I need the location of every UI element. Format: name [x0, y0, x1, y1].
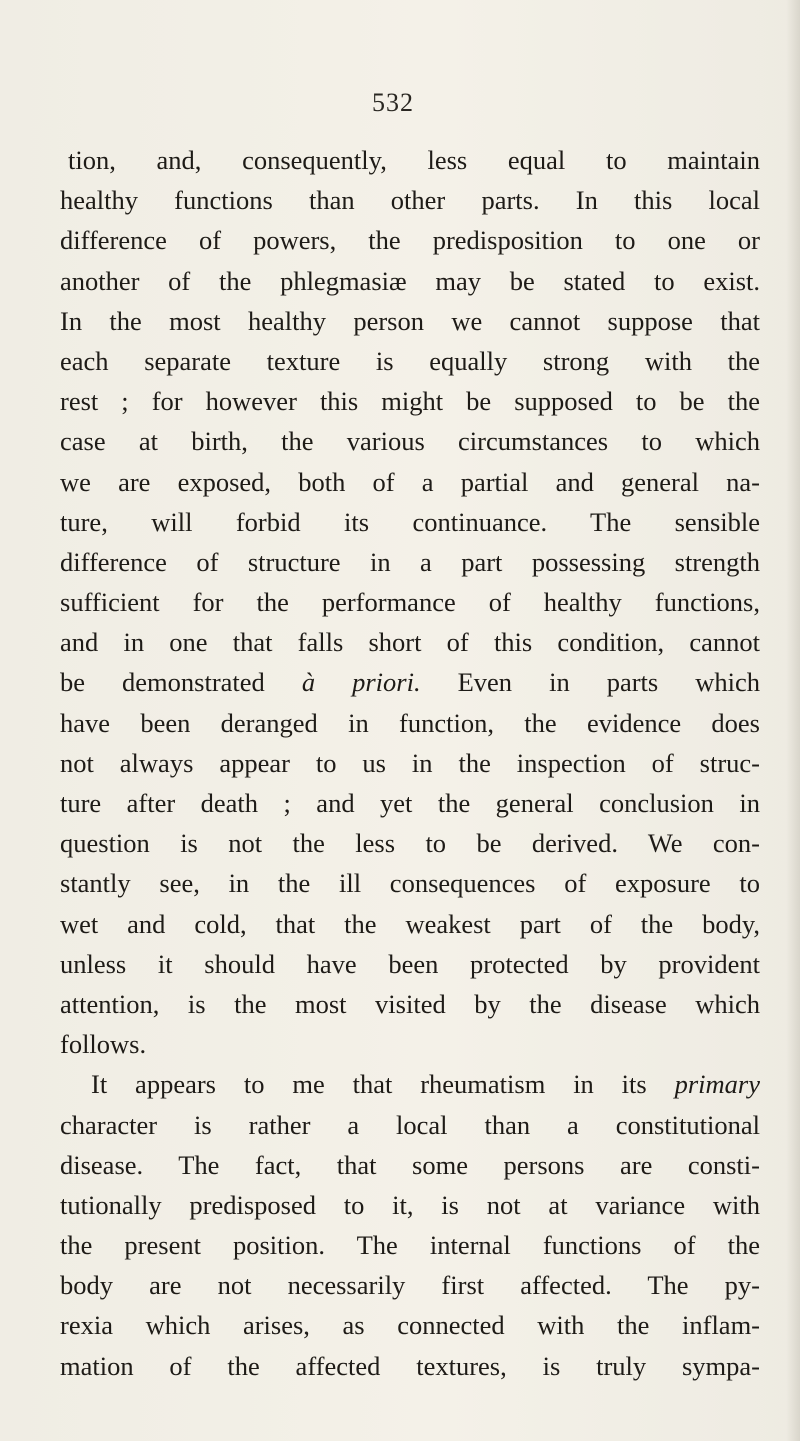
text-line: we are exposed, both of a partial and general na- [60, 466, 760, 497]
text-line: ture after death ; and yet the general conclusion in [60, 788, 760, 818]
page-edge-shadow [786, 0, 800, 1441]
text-line: stantly see, in the ill consequences of exposure to [60, 868, 760, 899]
text-line: follows. [60, 1029, 147, 1060]
text-line: rest ; for however this might be supposed to be the [60, 386, 760, 417]
text-line: question is not the less to be derived. We con- [60, 828, 760, 859]
text-segment: be demonstrated [60, 667, 265, 698]
text-line: rexia which arises, as connected with the inflam- [60, 1310, 760, 1341]
text-segment: Even in parts which [457, 667, 761, 698]
text-line: tutionally predisposed to it, is not at variance with [60, 1189, 760, 1220]
text-line: wet and cold, that the weakest part of the body, [60, 908, 760, 939]
italic-phrase: à priori. [301, 667, 421, 698]
text-line: each separate texture is equally strong with the [60, 345, 760, 376]
text-line: and in one that falls short of this condition, cannot [60, 627, 760, 658]
text-line: not always appear to us in the inspection of struc- [60, 747, 760, 778]
text-line: character is rather a local than a constitutional [60, 1109, 760, 1140]
text-line: mation of the affected textures, is truly sympa- [60, 1350, 760, 1381]
text-line: difference of powers, the predisposition to one or [60, 225, 760, 256]
text-line-mixed [60, 662, 760, 702]
text-line: body are not necessarily first affected. The py- [60, 1270, 760, 1301]
text-line: ture, will forbid its continuance. The sensible [60, 506, 760, 537]
text-line: the present position. The internal functions of the [60, 1230, 760, 1261]
body-text [60, 140, 760, 1386]
text-line: disease. The fact, that some persons are consti- [60, 1149, 760, 1180]
text-line-mixed [60, 1064, 760, 1104]
italic-word: primary [674, 1069, 760, 1100]
text-segment: It appears to me that rheumatism in its [91, 1069, 647, 1100]
text-line: tion, and, consequently, less equal to maintain [68, 145, 760, 175]
text-line: healthy functions than other parts. In this local [60, 185, 760, 216]
text-line: have been deranged in function, the evidence does [60, 707, 760, 738]
text-line: another of the phlegmasiæ may be stated to exist. [60, 265, 760, 296]
text-line: unless it should have been protected by provident [60, 948, 760, 979]
text-line: attention, is the most visited by the disease which [60, 988, 760, 1019]
text-line: In the most healthy person we cannot suppose that [60, 305, 760, 336]
page-number: 532 [372, 88, 414, 117]
text-line: case at birth, the various circumstances to which [60, 426, 760, 457]
text-line: sufficient for the performance of healthy functions, [60, 587, 760, 618]
text-line: difference of structure in a part possessing strength [60, 546, 760, 577]
